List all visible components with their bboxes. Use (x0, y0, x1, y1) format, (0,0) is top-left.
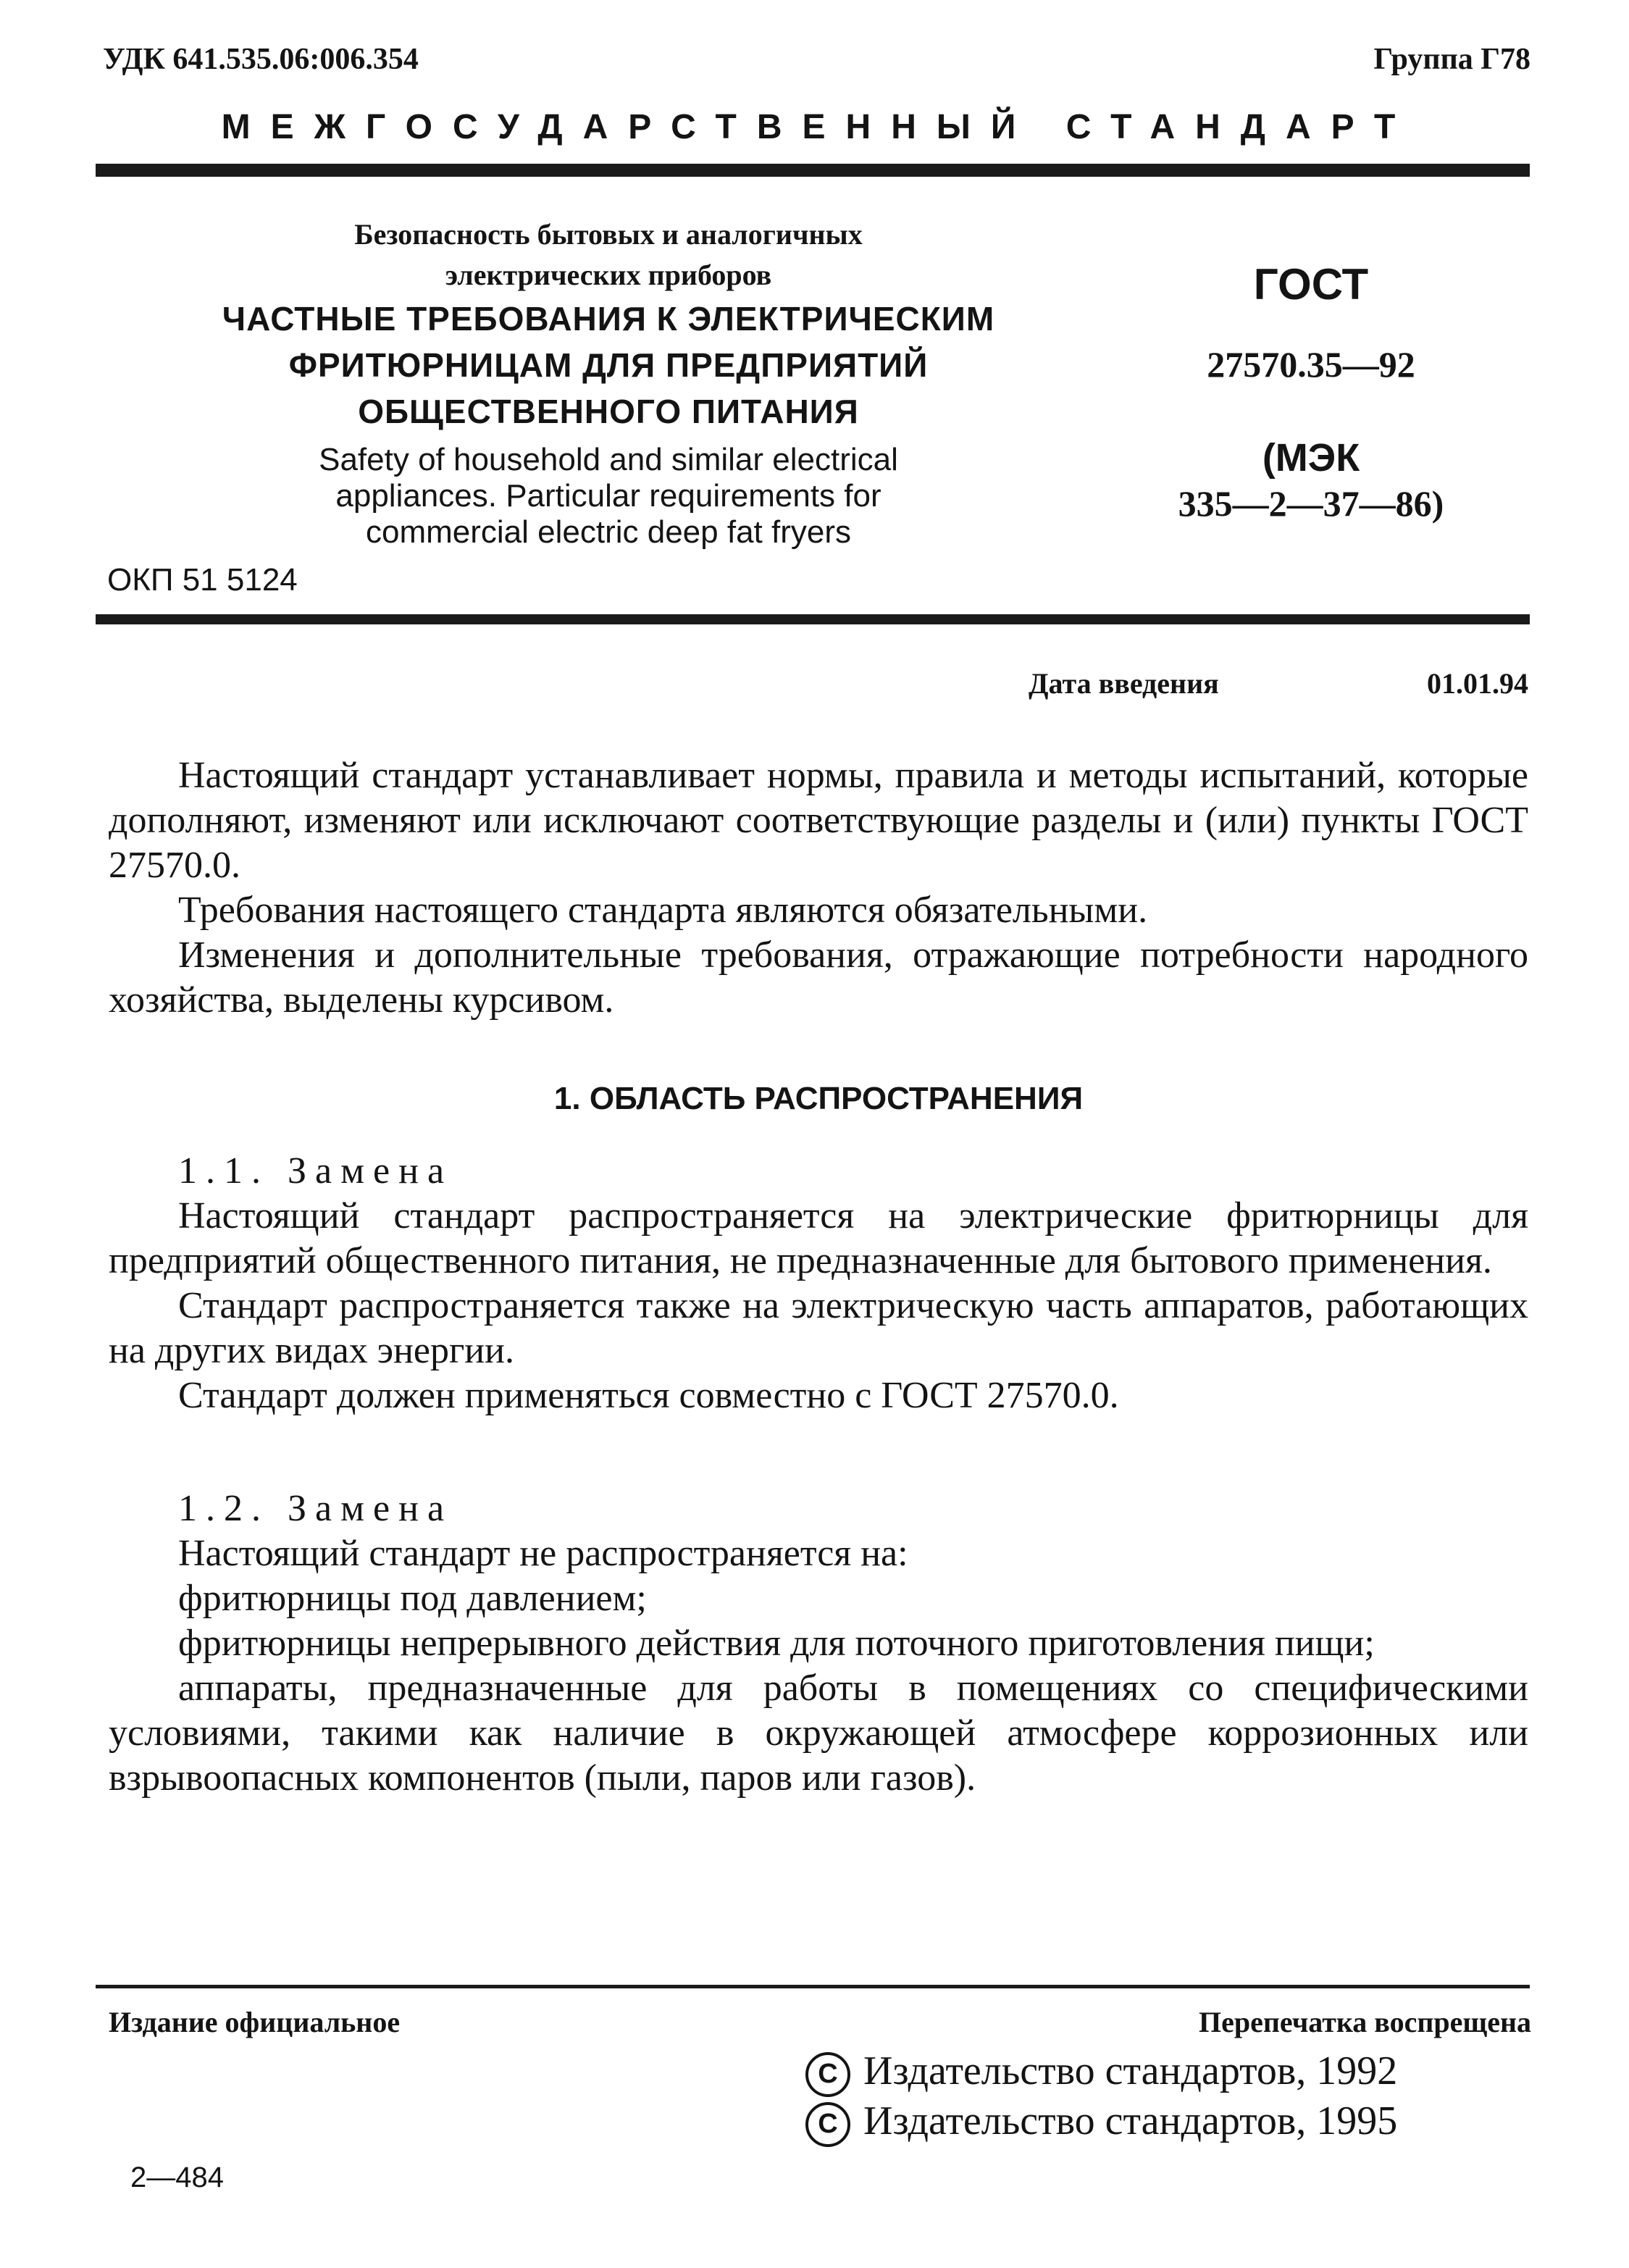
subject-line-1: Безопасность бытовых и аналогичных (354, 218, 863, 251)
iec-number: 335—2—37—86) (1178, 483, 1444, 524)
english-title-line-1: Safety of household and similar electrical (319, 442, 898, 477)
gost-designation (1115, 259, 1507, 390)
clause-paragraph: Стандарт должен применяться совместно с ГОСТ 27570.0. (178, 1375, 1119, 1416)
copyright-block (805, 2047, 1397, 2147)
clause-paragraph: Настоящий стандарт распространяется на электрические фритюрницы для предприятий общественного питания, не предназначенные для бытового применения. (109, 1195, 1528, 1281)
clause-1-2 (109, 1486, 1528, 1801)
clause-paragraph: фритюрницы непрерывного действия для поточного приготовления пищи; (178, 1623, 1375, 1664)
intro-paragraph: Изменения и дополнительные требования, отражающие потребности народного хозяйства, выделены курсивом. (109, 934, 1528, 1021)
title-rule (96, 614, 1530, 624)
iec-designation (1115, 435, 1507, 526)
copyright-line (805, 2097, 1397, 2147)
print-code: 2—484 (130, 2162, 224, 2193)
udk-code: УДК 641.535.06:006.354 (103, 43, 419, 76)
intro-paragraph: Настоящий стандарт устанавливает нормы, правила и методы испытаний, которые дополняют, изменяют или исключают соответствующие разделы и (или) пункты ГОСТ 27570.0. (109, 755, 1528, 886)
title-block (109, 214, 1108, 551)
section-heading: 1. ОБЛАСТЬ РАСПРОСТРАНЕНИЯ (553, 1081, 1084, 1116)
title-line-2: ФРИТЮРНИЦАМ ДЛЯ ПРЕДПРИЯТИЙ (288, 346, 929, 384)
reprint-notice: Перепечатка воспрещена (1199, 2006, 1531, 2038)
iec-label: (МЭК (1262, 436, 1360, 480)
edition-label: Издание официальное (109, 2006, 401, 2038)
english-title-line-2: appliances. Particular requirements for (335, 478, 881, 514)
copyright-icon: С (805, 2052, 850, 2097)
title-line-1: ЧАСТНЫЕ ТРЕБОВАНИЯ К ЭЛЕКТРИЧЕСКИМ (222, 300, 995, 338)
gost-number: 27570.35—92 (1207, 344, 1415, 385)
intro-paragraph: Требования настоящего стандарта являются обязательными. (178, 890, 1148, 931)
english-title-line-3: commercial electric deep fat fryers (366, 514, 851, 550)
top-rule (96, 164, 1530, 177)
copyright-text: Издательство стандартов, 1995 (863, 2098, 1398, 2144)
standard-type-title: МЕЖГОСУДАРСТВЕННЫЙ СТАНДАРТ (221, 108, 1416, 146)
intro-text (109, 753, 1528, 1023)
clause-paragraph: фритюрницы под давлением; (178, 1578, 647, 1619)
intro-date-value: 01.01.94 (1427, 667, 1528, 700)
gost-label: ГОСТ (1253, 260, 1369, 309)
copyright-line (805, 2047, 1397, 2097)
title-line-3: ОБЩЕСТВЕННОГО ПИТАНИЯ (358, 393, 859, 430)
clause-title: 1.2. Замена (178, 1488, 453, 1529)
clause-paragraph: Стандарт распространяется также на электрическую часть аппаратов, работающих на других видах энергии. (109, 1285, 1528, 1371)
clause-title: 1.1. Замена (178, 1150, 453, 1192)
footer-rule (96, 1985, 1530, 1988)
copyright-icon: С (805, 2102, 850, 2147)
subject-line-2: электрических приборов (445, 259, 772, 291)
clause-1-1 (109, 1149, 1528, 1418)
clause-paragraph: Настоящий стандарт не распространяется на: (178, 1533, 908, 1574)
okp-code: ОКП 51 5124 (107, 562, 298, 598)
group-code: Группа Г78 (1373, 43, 1530, 76)
copyright-text: Издательство стандартов, 1992 (863, 2049, 1398, 2093)
intro-date-label: Дата введения (1029, 667, 1219, 700)
intro-date-row (1029, 666, 1528, 700)
clause-paragraph: аппараты, предназначенные для работы в помещениях со специфическими условиями, такими как наличие в окружающей атмосфере коррозионных или взрывоопасных компонентов (пыли, паров или газов). (109, 1667, 1528, 1799)
